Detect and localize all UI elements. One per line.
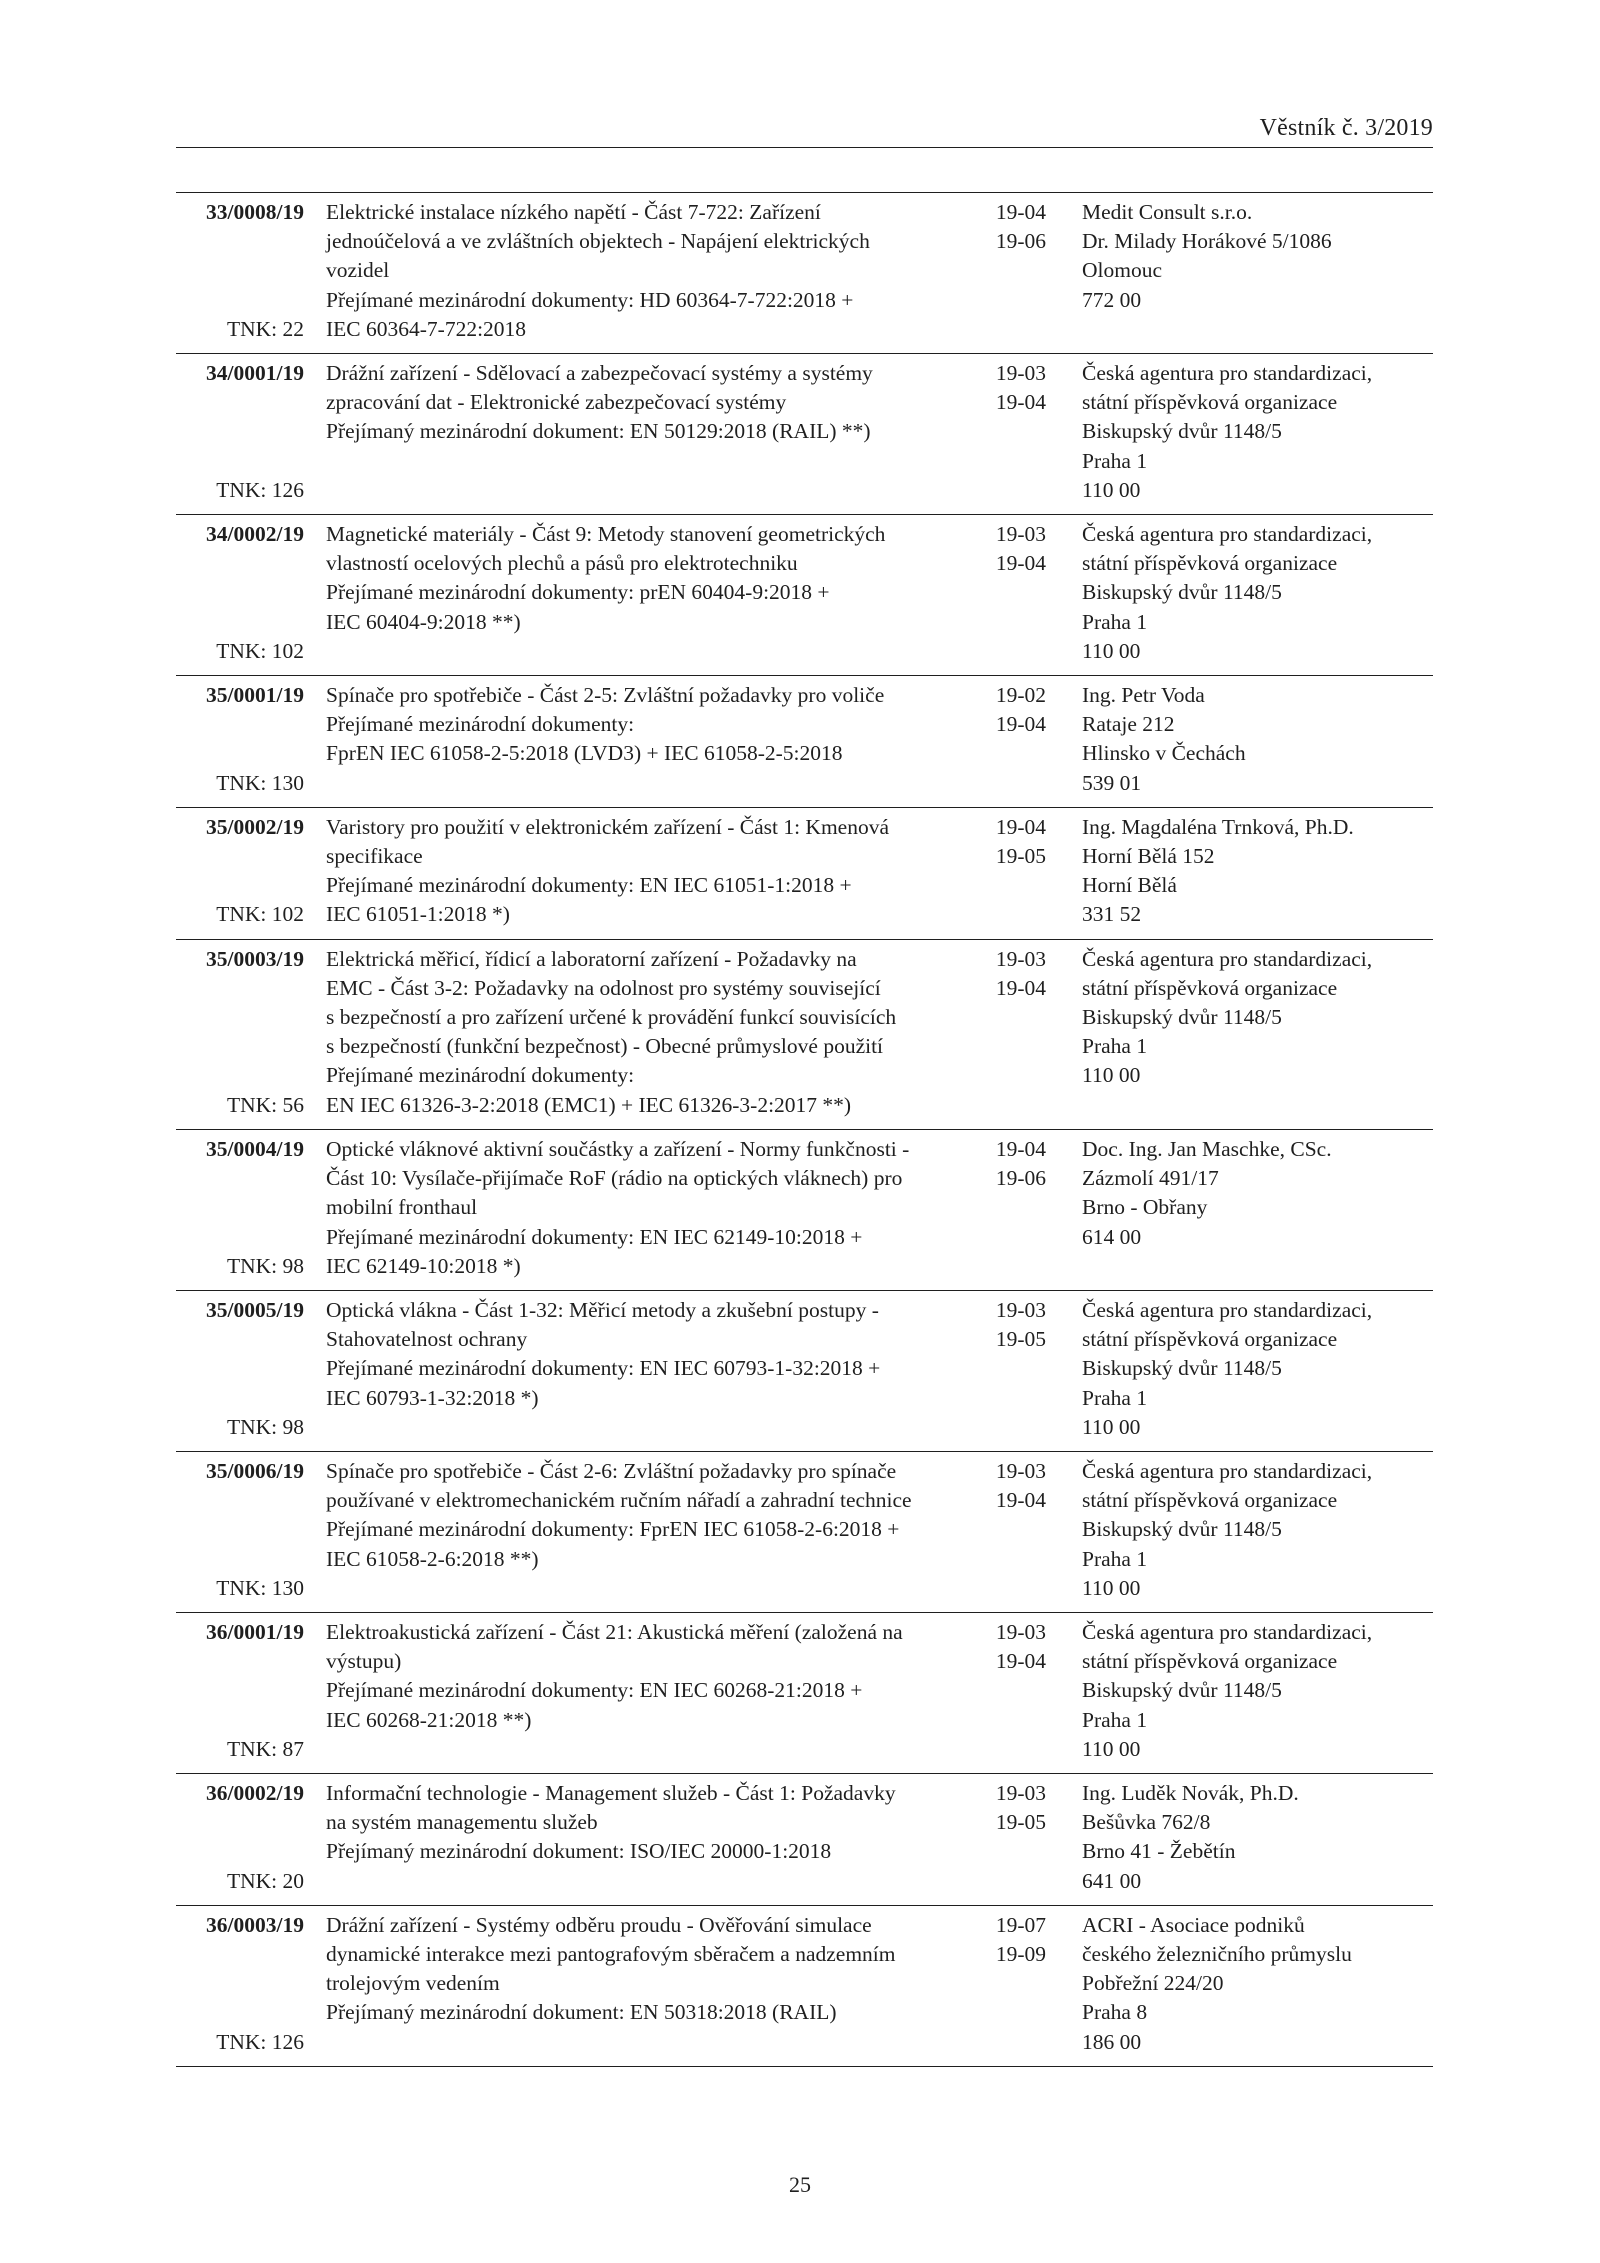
description-line: vlastností ocelových plechů a pásů pro elektrotechniku	[326, 551, 798, 576]
address-line: Brno 41 - Žebětín	[1082, 1839, 1236, 1864]
date-value: 19-05	[995, 1810, 1046, 1835]
address-line: Bešůvka 762/8	[1082, 1810, 1211, 1835]
dates-cell	[976, 1618, 1046, 1764]
address-cell	[1082, 1779, 1433, 1896]
address-cell	[1082, 813, 1433, 930]
date-value: 19-02	[995, 683, 1046, 708]
address-line: 614 00	[1082, 1224, 1142, 1249]
address-line: ACRI - Asociace podniků	[1082, 1912, 1305, 1937]
description-cell	[326, 359, 966, 505]
address-cell	[1082, 359, 1433, 505]
description-line: Varistory pro použití v elektronickém zařízení - Část 1: Kmenová	[326, 814, 890, 839]
address-line: státní příspěvková organizace	[1082, 975, 1338, 1000]
address-line: Praha 1	[1082, 1546, 1148, 1571]
address-line: Ing. Petr Voda	[1082, 683, 1205, 708]
record-id-cell	[176, 1618, 304, 1764]
description-line: Přejímané mezinárodní dokumenty: FprEN IEC 61058-2-6:2018 +	[326, 1517, 900, 1542]
date-value: 19-04	[995, 975, 1046, 1000]
date-value: 19-04	[995, 814, 1046, 839]
address-line: Česká agentura pro standardizaci,	[1082, 946, 1373, 971]
description-line: s bezpečností (funkční bezpečnost) - Obecné průmyslové použití	[326, 1034, 884, 1059]
record-number: 33/0008/19	[206, 200, 304, 224]
tnk-code: TNK: 98	[226, 1414, 304, 1439]
description-line: Magnetické materiály - Část 9: Metody stanovení geometrických	[326, 522, 886, 547]
address-line: Praha 1	[1082, 448, 1148, 473]
address-cell	[1082, 1457, 1433, 1603]
table-row	[176, 808, 1433, 940]
description-line: Přejímaný mezinárodní dokument: EN 50318:2018 (RAIL)	[326, 2000, 837, 2025]
description-line: mobilní fronthaul	[326, 1195, 478, 1220]
address-line: Brno - Obřany	[1082, 1195, 1208, 1220]
description-line: Elektroakustická zařízení - Část 21: Akustická měření (založená na	[326, 1619, 903, 1644]
record-number: 34/0001/19	[206, 361, 304, 386]
description-cell	[326, 198, 966, 344]
description-line: jednoúčelová a ve zvláštních objektech - Napájení elektrických	[326, 229, 870, 254]
description-line: FprEN IEC 61058-2-5:2018 (LVD3) + IEC 61058-2-5:2018	[326, 741, 843, 766]
date-value: 19-06	[995, 229, 1046, 254]
description-line: IEC 60404-9:2018 **)	[326, 609, 521, 634]
record-id-cell	[176, 520, 304, 666]
description-line: Optické vláknové aktivní součástky a zařízení - Normy funkčnosti -	[326, 1136, 910, 1161]
address-line: Ing. Magdaléna Trnková, Ph.D.	[1082, 814, 1354, 839]
address-line: Česká agentura pro standardizaci,	[1082, 522, 1373, 547]
address-line: 331 52	[1082, 902, 1142, 927]
table-row	[176, 1291, 1433, 1452]
description-cell	[326, 1135, 966, 1281]
address-cell	[1082, 1911, 1433, 2057]
table-row	[176, 676, 1433, 808]
description-line: IEC 62149-10:2018 *)	[326, 1253, 521, 1278]
date-value: 19-03	[995, 522, 1046, 547]
record-number: 35/0005/19	[206, 1297, 304, 1322]
tnk-code: TNK: 22	[226, 316, 304, 341]
tnk-code: TNK: 56	[226, 1092, 304, 1117]
description-line: Přejímaný mezinárodní dokument: ISO/IEC 20000-1:2018	[326, 1839, 832, 1864]
date-value: 19-03	[995, 1780, 1046, 1805]
address-line: Biskupský dvůr 1148/5	[1082, 580, 1282, 605]
address-line: Olomouc	[1082, 258, 1163, 283]
header-rule	[176, 147, 1433, 148]
address-line: 110 00	[1082, 638, 1141, 663]
dates-cell	[976, 1457, 1046, 1603]
record-id-cell	[176, 813, 304, 930]
tnk-code: TNK: 20	[226, 1868, 304, 1893]
address-line: Česká agentura pro standardizaci,	[1082, 1458, 1373, 1483]
description-line: s bezpečností a pro zařízení určené k provádění funkcí souvisících	[326, 1005, 897, 1030]
address-line: 110 00	[1082, 1736, 1141, 1761]
date-value: 19-04	[995, 551, 1046, 576]
address-line: Ing. Luděk Novák, Ph.D.	[1082, 1780, 1299, 1805]
address-line: Česká agentura pro standardizaci,	[1082, 1619, 1373, 1644]
dates-cell	[976, 945, 1046, 1120]
tnk-code: TNK: 102	[216, 902, 304, 927]
tnk-code: TNK: 98	[226, 1253, 304, 1278]
dates-cell	[976, 1779, 1046, 1896]
address-cell	[1082, 681, 1433, 798]
address-line: státní příspěvková organizace	[1082, 1649, 1338, 1674]
standards-table	[176, 192, 1433, 2067]
description-line: EN IEC 61326-3-2:2018 (EMC1) + IEC 61326-3-2:2017 **)	[326, 1092, 852, 1117]
address-cell	[1082, 1135, 1433, 1281]
description-cell	[326, 1296, 966, 1442]
record-id-cell	[176, 1779, 304, 1896]
dates-cell	[976, 1911, 1046, 2057]
table-row	[176, 1906, 1433, 2067]
table-row	[176, 1452, 1433, 1613]
description-line: Přejímané mezinárodní dokumenty: EN IEC 60793-1-32:2018 +	[326, 1356, 881, 1381]
description-line: Část 10: Vysílače-přijímače RoF (rádio na optických vláknech) pro	[326, 1166, 903, 1191]
description-line: Přejímané mezinárodní dokumenty:	[326, 1063, 635, 1088]
date-value: 19-04	[995, 200, 1046, 224]
description-cell	[326, 1618, 966, 1764]
date-value: 19-03	[995, 946, 1046, 971]
description-line: IEC 60268-21:2018 **)	[326, 1707, 532, 1732]
table-row	[176, 940, 1433, 1130]
page-number: 25	[789, 2172, 811, 2197]
description-line: EMC - Část 3-2: Požadavky na odolnost pro systémy související	[326, 975, 881, 1000]
record-number: 36/0001/19	[206, 1619, 304, 1644]
address-line: Horní Bělá 152	[1082, 844, 1215, 869]
record-id-cell	[176, 1911, 304, 2057]
table-row	[176, 193, 1433, 354]
address-line: 110 00	[1082, 1414, 1141, 1439]
record-id-cell	[176, 198, 304, 344]
dates-cell	[976, 520, 1046, 666]
dates-cell	[976, 1296, 1046, 1442]
address-line: Biskupský dvůr 1148/5	[1082, 1678, 1282, 1703]
dates-cell	[976, 1135, 1046, 1281]
address-line: českého železničního průmyslu	[1082, 1941, 1352, 1966]
description-cell	[326, 520, 966, 666]
address-line: státní příspěvková organizace	[1082, 551, 1338, 576]
date-value: 19-05	[995, 844, 1046, 869]
address-line: 110 00	[1082, 1575, 1141, 1600]
address-line: Praha 1	[1082, 1034, 1148, 1059]
address-line: Česká agentura pro standardizaci,	[1082, 1297, 1373, 1322]
address-cell	[1082, 198, 1433, 344]
address-line: státní příspěvková organizace	[1082, 1327, 1338, 1352]
description-line: Přejímané mezinárodní dokumenty: EN IEC 60268-21:2018 +	[326, 1678, 863, 1703]
description-line: IEC 61058-2-6:2018 **)	[326, 1546, 539, 1571]
tnk-code: TNK: 126	[216, 2029, 304, 2054]
date-value: 19-07	[995, 1912, 1046, 1937]
record-number: 35/0002/19	[206, 814, 304, 839]
dates-cell	[976, 198, 1046, 344]
date-value: 19-04	[995, 390, 1046, 415]
date-value: 19-03	[995, 361, 1046, 386]
address-line: 641 00	[1082, 1868, 1142, 1893]
date-value: 19-06	[995, 1166, 1046, 1191]
tnk-code: TNK: 130	[216, 770, 304, 795]
address-line: Medit Consult s.r.o.	[1082, 200, 1253, 224]
address-line: Dr. Milady Horákové 5/1086	[1082, 229, 1332, 254]
description-line: IEC 61051-1:2018 *)	[326, 902, 510, 927]
tnk-code: TNK: 130	[216, 1575, 304, 1600]
address-line: Rataje 212	[1082, 712, 1175, 737]
description-line: Drážní zařízení - Sdělovací a zabezpečovací systémy a systémy	[326, 361, 873, 386]
address-line: Praha 1	[1082, 1385, 1148, 1410]
address-line: 110 00	[1082, 477, 1141, 502]
description-cell	[326, 1911, 966, 2057]
table-row	[176, 1613, 1433, 1774]
record-id-cell	[176, 1457, 304, 1603]
address-line: Praha 1	[1082, 609, 1148, 634]
description-line: používané v elektromechanickém ručním nářadí a zahradní technice	[326, 1488, 912, 1513]
description-line: Přejímané mezinárodní dokumenty: EN IEC 61051-1:2018 +	[326, 873, 852, 898]
record-id-cell	[176, 1135, 304, 1281]
record-id-cell	[176, 681, 304, 798]
description-line: IEC 60364-7-722:2018	[326, 316, 527, 341]
record-number: 35/0001/19	[206, 683, 304, 708]
record-number: 35/0006/19	[206, 1458, 304, 1483]
address-line: státní příspěvková organizace	[1082, 390, 1338, 415]
table-row	[176, 1130, 1433, 1291]
address-line: Hlinsko v Čechách	[1082, 741, 1246, 766]
address-line: Pobřežní 224/20	[1082, 1971, 1224, 1996]
description-cell	[326, 945, 966, 1120]
tnk-code: TNK: 87	[226, 1736, 304, 1761]
description-line: Spínače pro spotřebiče - Část 2-6: Zvláštní požadavky pro spínače	[326, 1458, 897, 1483]
date-value: 19-04	[995, 1488, 1046, 1513]
description-line: Elektrická měřicí, řídicí a laboratorní zařízení - Požadavky na	[326, 946, 857, 971]
record-number: 35/0003/19	[206, 946, 304, 971]
address-line: Česká agentura pro standardizaci,	[1082, 361, 1373, 386]
description-line: dynamické interakce mezi pantografovým sběračem a nadzemním	[326, 1941, 896, 1966]
address-line: 110 00	[1082, 1063, 1141, 1088]
description-cell	[326, 681, 966, 798]
tnk-code: TNK: 126	[216, 477, 304, 502]
address-line: 539 01	[1082, 770, 1142, 795]
dates-cell	[976, 813, 1046, 930]
description-line: IEC 60793-1-32:2018 *)	[326, 1385, 539, 1410]
address-line: Doc. Ing. Jan Maschke, CSc.	[1082, 1136, 1332, 1161]
description-line: trolejovým vedením	[326, 1971, 500, 1996]
address-line: Biskupský dvůr 1148/5	[1082, 419, 1282, 444]
description-line: Spínače pro spotřebiče - Část 2-5: Zvláštní požadavky pro voliče	[326, 683, 885, 708]
address-cell	[1082, 1296, 1433, 1442]
description-line: Přejímané mezinárodní dokumenty: EN IEC 62149-10:2018 +	[326, 1224, 863, 1249]
address-line: 772 00	[1082, 287, 1142, 312]
record-id-cell	[176, 359, 304, 505]
description-line: na systém managementu služeb	[326, 1810, 598, 1835]
table-row	[176, 354, 1433, 515]
header-title: Věstník č. 3/2019	[1259, 115, 1433, 141]
address-cell	[1082, 520, 1433, 666]
date-value: 19-09	[995, 1941, 1046, 1966]
address-cell	[1082, 1618, 1433, 1764]
description-line: Optická vlákna - Část 1-32: Měřicí metody a zkušební postupy -	[326, 1297, 879, 1322]
description-line: výstupu)	[326, 1649, 402, 1674]
description-line: Přejímané mezinárodní dokumenty:	[326, 712, 635, 737]
record-id-cell	[176, 1296, 304, 1442]
record-number: 36/0002/19	[206, 1780, 304, 1805]
description-line: Přejímaný mezinárodní dokument: EN 50129:2018 (RAIL) **)	[326, 419, 871, 444]
date-value: 19-03	[995, 1458, 1046, 1483]
address-line: Praha 1	[1082, 1707, 1148, 1732]
description-line: Informační technologie - Management služeb - Část 1: Požadavky	[326, 1780, 896, 1805]
record-id-cell	[176, 945, 304, 1120]
description-line: Stahovatelnost ochrany	[326, 1327, 528, 1352]
dates-cell	[976, 681, 1046, 798]
record-number: 36/0003/19	[206, 1912, 304, 1937]
address-line: Biskupský dvůr 1148/5	[1082, 1005, 1282, 1030]
address-line: 186 00	[1082, 2029, 1142, 2054]
description-line: vozidel	[326, 258, 390, 283]
description-line: zpracování dat - Elektronické zabezpečovací systémy	[326, 390, 787, 415]
table-row	[176, 515, 1433, 676]
address-line: Praha 8	[1082, 2000, 1148, 2025]
address-line: Zázmolí 491/17	[1082, 1166, 1219, 1191]
description-cell	[326, 1457, 966, 1603]
table-row	[176, 1774, 1433, 1906]
description-line: specifikace	[326, 844, 423, 869]
address-cell	[1082, 945, 1433, 1120]
description-line: Drážní zařízení - Systémy odběru proudu - Ověřování simulace	[326, 1912, 872, 1937]
tnk-code: TNK: 102	[216, 638, 304, 663]
address-line: Biskupský dvůr 1148/5	[1082, 1517, 1282, 1542]
date-value: 19-04	[995, 1649, 1046, 1674]
description-line: Přejímané mezinárodní dokumenty: prEN 60404-9:2018 +	[326, 580, 830, 605]
date-value: 19-04	[995, 1136, 1046, 1161]
date-value: 19-05	[995, 1327, 1046, 1352]
description-cell	[326, 813, 966, 930]
date-value: 19-03	[995, 1619, 1046, 1644]
description-cell	[326, 1779, 966, 1896]
description-line: Elektrické instalace nízkého napětí - Část 7-722: Zařízení	[326, 200, 821, 224]
date-value: 19-03	[995, 1297, 1046, 1322]
date-value: 19-04	[995, 712, 1046, 737]
record-number: 34/0002/19	[206, 522, 304, 547]
record-number: 35/0004/19	[206, 1136, 304, 1161]
dates-cell	[976, 359, 1046, 505]
address-line: státní příspěvková organizace	[1082, 1488, 1338, 1513]
address-line: Horní Bělá	[1082, 873, 1177, 898]
address-line: Biskupský dvůr 1148/5	[1082, 1356, 1282, 1381]
description-line: Přejímané mezinárodní dokumenty: HD 60364-7-722:2018 +	[326, 287, 854, 312]
